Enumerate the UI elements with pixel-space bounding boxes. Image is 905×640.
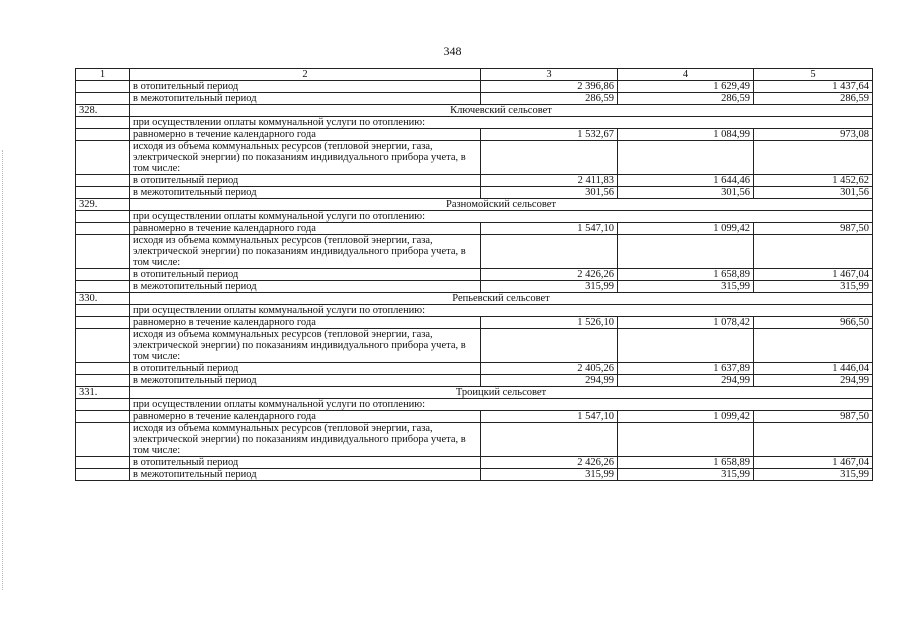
- row-number: [76, 375, 130, 387]
- section-title: Репьевский сельсовет: [130, 293, 873, 305]
- value-col-5: 294,99: [754, 375, 873, 387]
- row-label: при осуществлении оплаты коммунальной услуги по отоплению:: [130, 305, 873, 317]
- row-label: в межотопительный период: [130, 93, 481, 105]
- row-number: 330.: [76, 293, 130, 305]
- row-number: 328.: [76, 105, 130, 117]
- value-col-5: 1 446,04: [754, 363, 873, 375]
- row-number: [76, 187, 130, 199]
- value-col-4: [618, 235, 754, 269]
- section-title: Троицкий сельсовет: [130, 387, 873, 399]
- row-label: в межотопительный период: [130, 281, 481, 293]
- row-label: исходя из объема коммунальных ресурсов (тепловой энергии, газа, электрической энергии) по показаниям индивидуального прибора учета, в том числе:: [130, 141, 481, 175]
- value-col-3: 315,99: [481, 469, 618, 481]
- table-row: [76, 187, 873, 199]
- value-col-4: 1 658,89: [618, 457, 754, 469]
- row-label: исходя из объема коммунальных ресурсов (тепловой энергии, газа, электрической энергии) по показаниям индивидуального прибора учета, в том числе:: [130, 329, 481, 363]
- table-row: [76, 363, 873, 375]
- row-number: [76, 93, 130, 105]
- table-row: [76, 457, 873, 469]
- value-col-3: 301,56: [481, 187, 618, 199]
- row-number: [76, 363, 130, 375]
- value-col-4: 286,59: [618, 93, 754, 105]
- value-col-5: [754, 235, 873, 269]
- row-label: в отопительный период: [130, 175, 481, 187]
- table-row: [76, 375, 873, 387]
- col-header-2: 2: [130, 69, 481, 81]
- row-number: [76, 317, 130, 329]
- table-header-row: [76, 69, 873, 81]
- table-row: [76, 423, 873, 457]
- row-number: [76, 411, 130, 423]
- col-header-4: 4: [618, 69, 754, 81]
- row-number: [76, 81, 130, 93]
- value-col-3: 1 526,10: [481, 317, 618, 329]
- value-col-5: [754, 141, 873, 175]
- value-col-3: 315,99: [481, 281, 618, 293]
- value-col-4: 1 084,99: [618, 129, 754, 141]
- value-col-4: 1 629,49: [618, 81, 754, 93]
- value-col-4: [618, 329, 754, 363]
- row-label: исходя из объема коммунальных ресурсов (тепловой энергии, газа, электрической энергии) по показаниям индивидуального прибора учета, в том числе:: [130, 235, 481, 269]
- row-number: 329.: [76, 199, 130, 211]
- table-row: [76, 411, 873, 423]
- value-col-3: 1 547,10: [481, 223, 618, 235]
- row-number: [76, 117, 130, 129]
- value-col-5: 1 452,62: [754, 175, 873, 187]
- value-col-3: [481, 235, 618, 269]
- row-number: [76, 269, 130, 281]
- col-header-3: 3: [481, 69, 618, 81]
- table-row: [76, 93, 873, 105]
- table-row: [76, 281, 873, 293]
- note-row: [76, 211, 873, 223]
- table-row: [76, 317, 873, 329]
- value-col-4: 301,56: [618, 187, 754, 199]
- row-label: в отопительный период: [130, 81, 481, 93]
- col-header-1: 1: [76, 69, 130, 81]
- value-col-5: 973,08: [754, 129, 873, 141]
- value-col-5: 301,56: [754, 187, 873, 199]
- table-row: [76, 141, 873, 175]
- value-col-5: [754, 423, 873, 457]
- row-label: в отопительный период: [130, 269, 481, 281]
- value-col-5: 1 467,04: [754, 457, 873, 469]
- row-number: [76, 175, 130, 187]
- value-col-3: 2 411,83: [481, 175, 618, 187]
- value-col-4: 294,99: [618, 375, 754, 387]
- row-label: при осуществлении оплаты коммунальной услуги по отоплению:: [130, 117, 873, 129]
- value-col-5: 315,99: [754, 281, 873, 293]
- value-col-4: 1 078,42: [618, 317, 754, 329]
- row-number: [76, 281, 130, 293]
- table-row: [76, 469, 873, 481]
- value-col-4: 1 644,46: [618, 175, 754, 187]
- value-col-3: [481, 141, 618, 175]
- value-col-4: 1 658,89: [618, 269, 754, 281]
- row-label: исходя из объема коммунальных ресурсов (тепловой энергии, газа, электрической энергии) по показаниям индивидуального прибора учета, в том числе:: [130, 423, 481, 457]
- value-col-3: 2 426,26: [481, 269, 618, 281]
- value-col-3: 294,99: [481, 375, 618, 387]
- row-number: [76, 329, 130, 363]
- value-col-3: 1 532,67: [481, 129, 618, 141]
- section-row: [76, 199, 873, 211]
- row-label: равномерно в течение календарного года: [130, 317, 481, 329]
- note-row: [76, 117, 873, 129]
- tariff-table: [75, 68, 873, 481]
- row-number: 331.: [76, 387, 130, 399]
- table-row: [76, 129, 873, 141]
- value-col-5: 1 437,64: [754, 81, 873, 93]
- value-col-4: 315,99: [618, 469, 754, 481]
- table-row: [76, 175, 873, 187]
- row-label: в отопительный период: [130, 457, 481, 469]
- row-number: [76, 129, 130, 141]
- table-row: [76, 81, 873, 93]
- value-col-4: 1 099,42: [618, 223, 754, 235]
- row-label: в отопительный период: [130, 363, 481, 375]
- row-number: [76, 423, 130, 457]
- row-number: [76, 141, 130, 175]
- value-col-3: [481, 423, 618, 457]
- section-row: [76, 105, 873, 117]
- value-col-5: 315,99: [754, 469, 873, 481]
- row-label: в межотопительный период: [130, 469, 481, 481]
- value-col-4: [618, 141, 754, 175]
- value-col-5: 987,50: [754, 223, 873, 235]
- value-col-4: [618, 423, 754, 457]
- value-col-5: 286,59: [754, 93, 873, 105]
- value-col-3: [481, 329, 618, 363]
- value-col-4: 315,99: [618, 281, 754, 293]
- value-col-5: 966,50: [754, 317, 873, 329]
- value-col-3: 2 426,26: [481, 457, 618, 469]
- table-row: [76, 269, 873, 281]
- value-col-3: 286,59: [481, 93, 618, 105]
- value-col-4: 1 637,89: [618, 363, 754, 375]
- section-title: Ключевский сельсовет: [130, 105, 873, 117]
- section-row: [76, 387, 873, 399]
- value-col-3: 2 396,86: [481, 81, 618, 93]
- row-label: равномерно в течение календарного года: [130, 223, 481, 235]
- row-number: [76, 457, 130, 469]
- section-title: Разномойский сельсовет: [130, 199, 873, 211]
- row-number: [76, 305, 130, 317]
- value-col-3: 2 405,26: [481, 363, 618, 375]
- scan-edge-marks: [2, 150, 5, 590]
- row-number: [76, 235, 130, 269]
- row-number: [76, 211, 130, 223]
- row-label: в межотопительный период: [130, 375, 481, 387]
- value-col-5: 987,50: [754, 411, 873, 423]
- section-row: [76, 293, 873, 305]
- row-label: равномерно в течение календарного года: [130, 129, 481, 141]
- value-col-5: [754, 329, 873, 363]
- row-label: при осуществлении оплаты коммунальной услуги по отоплению:: [130, 399, 873, 411]
- note-row: [76, 305, 873, 317]
- note-row: [76, 399, 873, 411]
- row-number: [76, 469, 130, 481]
- page-number: 348: [443, 44, 462, 58]
- table-row: [76, 223, 873, 235]
- table-row: [76, 235, 873, 269]
- row-label: в межотопительный период: [130, 187, 481, 199]
- col-header-5: 5: [754, 69, 873, 81]
- value-col-3: 1 547,10: [481, 411, 618, 423]
- row-label: равномерно в течение календарного года: [130, 411, 481, 423]
- row-number: [76, 223, 130, 235]
- row-label: при осуществлении оплаты коммунальной услуги по отоплению:: [130, 211, 873, 223]
- value-col-4: 1 099,42: [618, 411, 754, 423]
- value-col-5: 1 467,04: [754, 269, 873, 281]
- row-number: [76, 399, 130, 411]
- table-row: [76, 329, 873, 363]
